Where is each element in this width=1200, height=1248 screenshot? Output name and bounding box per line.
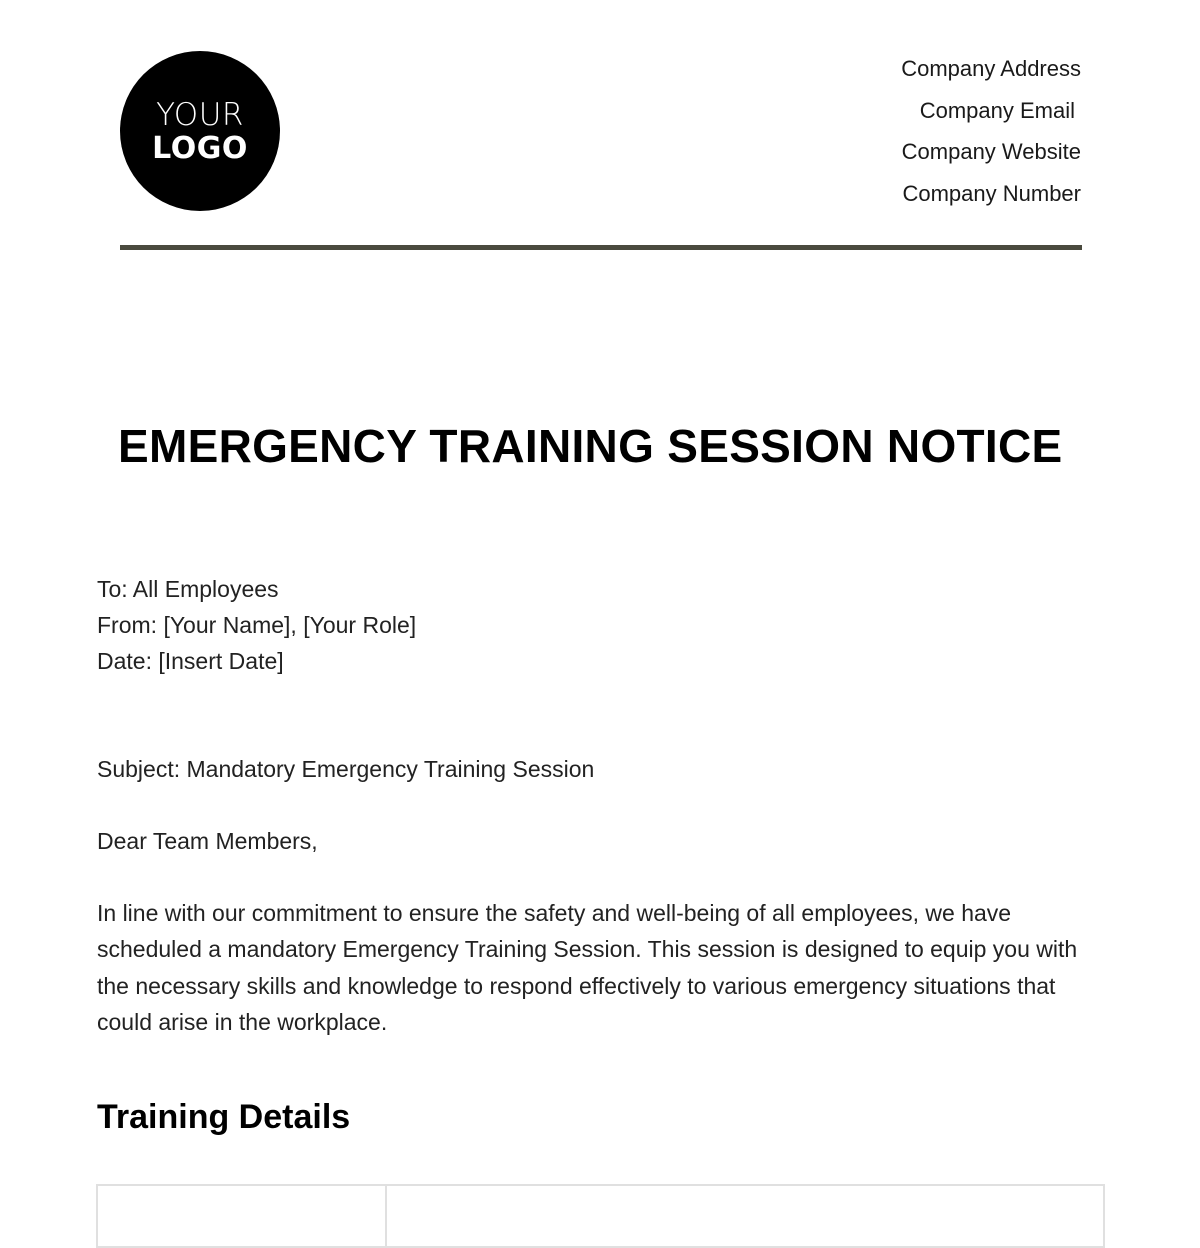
memo-to: To: All Employees (97, 576, 279, 602)
memo-header (97, 571, 416, 679)
table-cell-label (97, 1185, 386, 1247)
company-address: Company Address (901, 56, 1081, 81)
header-divider (120, 245, 1082, 250)
memo-subject: Subject: Mandatory Emergency Training Session (97, 756, 595, 782)
memo-date: Date: [Insert Date] (97, 648, 284, 674)
table-row (97, 1185, 1104, 1247)
company-logo (120, 51, 280, 211)
intro-paragraph: In line with our commitment to ensure the safety and well-being of all employees, we have scheduled a mandatory Emergency Training Session. This session is designed to equip you with the necessary skills and knowledge to respond effectively to various emergency situations that could arise in the workplace. (97, 900, 1078, 1035)
logo-text-your: YOUR (156, 97, 244, 133)
company-number: Company Number (902, 181, 1081, 207)
memo-from: From: [Your Name], [Your Role] (97, 612, 417, 638)
logo-text-logo: LOGO (152, 131, 248, 166)
section-heading-training-details: Training Details (97, 1098, 351, 1136)
company-website: Company Website (901, 139, 1081, 165)
table-cell-value (386, 1185, 1104, 1247)
greeting: Dear Team Members, (97, 828, 318, 854)
company-email: Company Email (919, 97, 1075, 123)
company-info-block (901, 54, 1081, 221)
training-details-table (96, 1184, 1105, 1248)
document-title: EMERGENCY TRAINING SESSION NOTICE (118, 420, 1063, 472)
